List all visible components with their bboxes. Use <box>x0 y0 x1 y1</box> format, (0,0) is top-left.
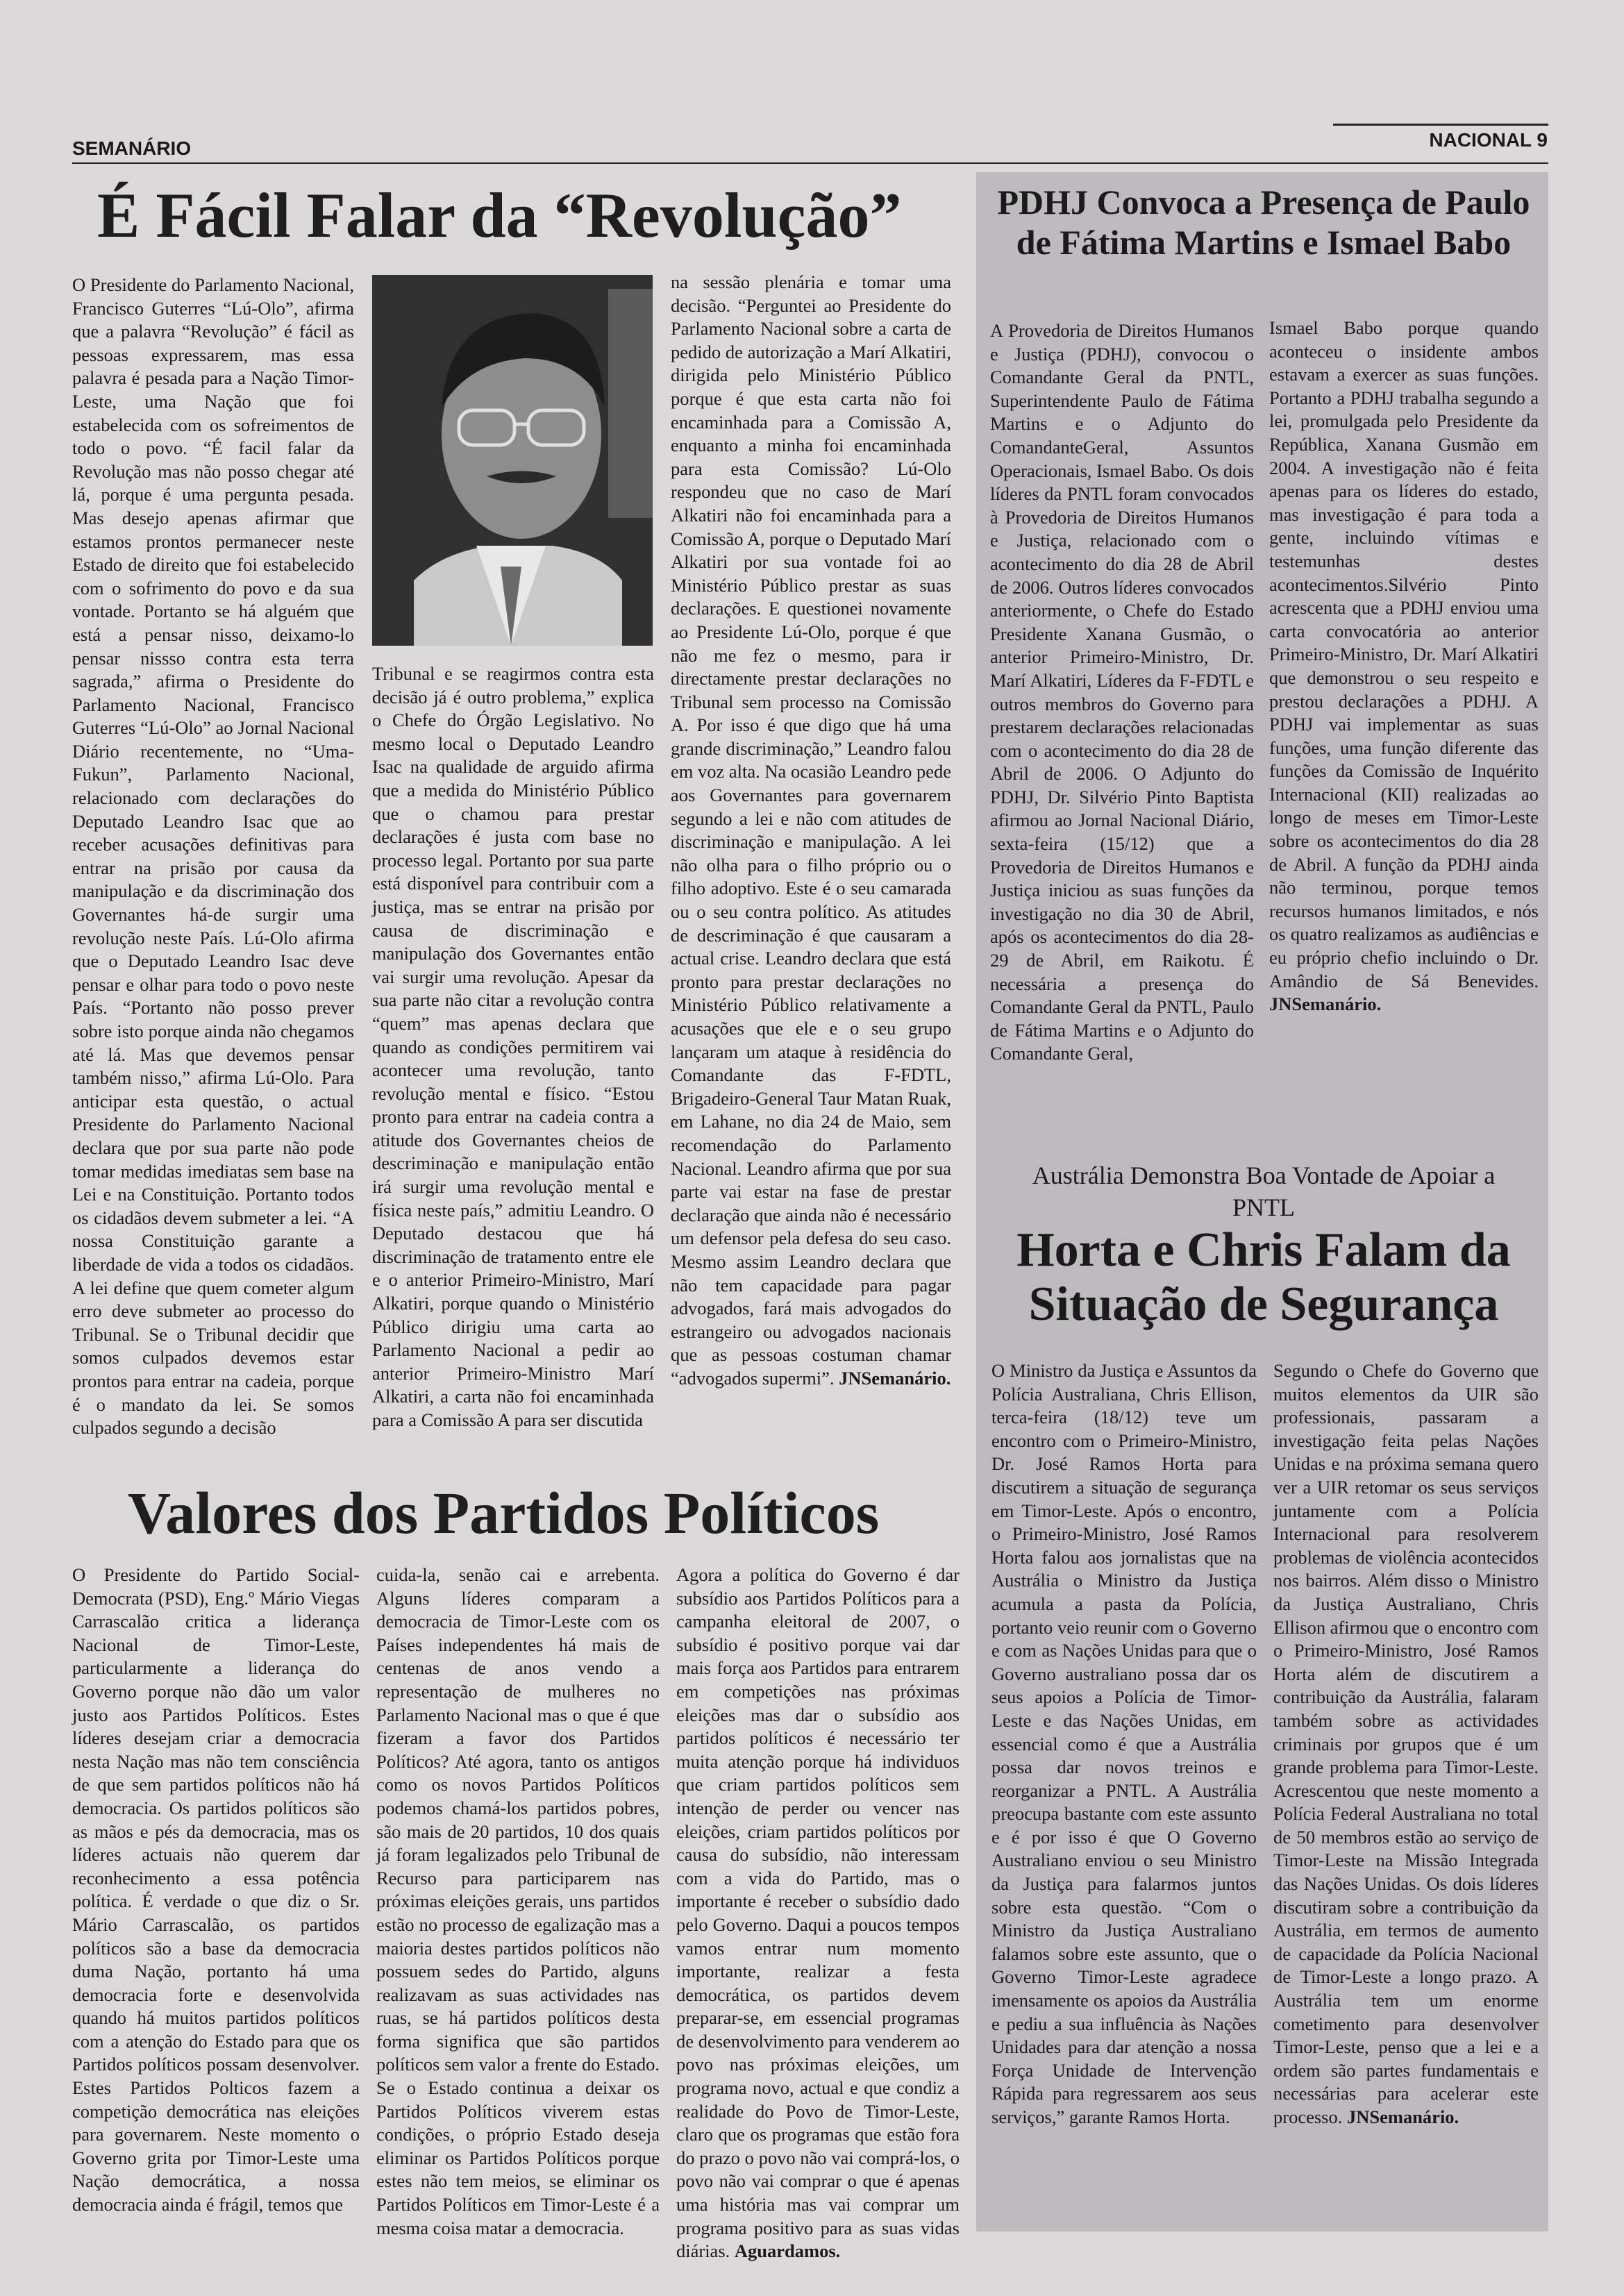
article4-col2 <box>1273 1359 1539 2129</box>
article4-col1-text: O Ministro da Justiça e Assuntos da Polícia Australiana, Chris Ellison, terca-feira (18/12) teve um encontro com o Primeiro-Ministro, Dr. José Ramos Horta para discutirem a situação de segurança em Timor-Leste. Após o encontro, o Primeiro-Ministro, José Ramos Horta falou aos jornalistas que na Austrália o Ministro da Justiça acumula a pasta da Polícia, portanto veio reunir com o Governo e com as Nações Unidas para que o Governo australiano possa dar os seus apoios a Polícia de Timor-Leste e das Nações Unidas, em essencial como é que a Austrália possa dar novos treinos e reorganizar a PNTL. A Austrália preocupa bastante com este assunto e é por isso é que O Governo Australiano enviou o seu Ministro da Justiça para falarmos juntos sobre esta questão. “Com o Ministro da Justiça Australiano falamos sobre este assunto, que o Governo Timor-Leste agradece imensamente os apoios da Austrália e pediu a sua influência às Nações Unidades para dar atenção a nossa Força Unidade de Intervenção Rápida para regressarem aos seus serviços,” garante Ramos Horta. <box>991 1360 1257 2127</box>
article4-col1 <box>991 1359 1257 2129</box>
header-rule <box>72 162 1548 164</box>
article4-signature: JNSemanário. <box>1346 2106 1459 2127</box>
article3-col1 <box>990 319 1254 1066</box>
article3-headline: PDHJ Convoca a Presença de Paulo de Fátima Martins e Ismael Babo <box>997 183 1530 262</box>
article1-col1-text: O Presidente do Parlamento Nacional, Francisco Guterres “Lú-Olo”, afirma que a palavra “Revolução” é fácil as pessoas expressarem, mas essa palavra é pesada para a Nação Timor-Leste, uma Nação que foi estabelecida com os sofreimentos de todo o povo. “É facil falar da Revolução mas não posso chegar até lá, porque é uma pergunta pesada. Mas desejo apenas afirmar que estamos prontos permanecer neste Estado de direito que foi estabelecido com o sofrimento do povo e da sua vontade. Portanto se há alguém que está a pensar nisso, deixamo-lo pensar nissso contra esta terra sagrada,” afirma o Presidente do Parlamento Nacional, Francisco Guterres “Lú-Olo” ao Jornal Nacional Diário recentemente, no “Uma-Fukun”, Parlamento Nacional, relacionado com declarações do Deputado Leandro Isac que ao receber acusações definitivas para entrar na prisão por causa da manipulação e da discriminação dos Governantes há-de surgir uma revolução neste País. Lú-Olo afirma que o Deputado Leandro Isac deve pensar e olhar para todo o povo neste País. “Portanto não posso prever sobre isto porque ainda não chegamos até lá. Mas que devemos pensar também nisso,” afirma Lú-Olo. Para anticipar esta questão, o actual Presidente do Parlamento Nacional declara que por sua parte não pode tomar medidas imediatas sem base na Lei e na Constituição. Portanto todos os cidadãos devem submeter a lei. “A nossa Constituição garante a liberdade de vida a todos os cidadãos. A lei define que quem cometer algum erro deve submeter ao processo do Tribunal. Se o Tribunal decidir que somos culpados devemos estar prontos para entrar na cadeia, porque é o mandato da lei. Se somos culpados segundo a decisão <box>72 274 354 1439</box>
article4-col2-text: Segundo o Chefe do Governo que muitos elementos da UIR são professionais, passaram a investigação feita pelas Nações Unidas e na próxima semana quero ver a UIR retomar os seus serviços juntamente com a Polícia Internacional para resolverem problemas de violência acontecidos nos bairros. Além disso o Ministro da Justiça Australiano, Chris Ellison afirmou que o encontro com o Primeiro-Ministro, José Ramos Horta além de discutirem a contribuição da Austrália, falaram também sobre as actividades criminais por grupos que é um grande problema para Timor-Leste. Acrescentou que neste momento a Polícia Federal Australiana no total de 50 membros estão ao serviço de Timor-Leste na Missão Integrada das Nações Unidas. Os dois líderes discutiram sobre a contribuição da Austrália, em termos de aumento de capacidade da Polícia Nacional de Timor-Leste a longo prazo. A Austrália tem um enorme cometimento para desenvolver Timor-Leste, penso que a lei e a ordem são partes fundamentais e necessárias para acelerar este processo. <box>1273 1360 1539 2127</box>
article4-kicker: Austrália Demonstra Boa Vontade de Apoiar a PNTL <box>1032 1162 1496 1221</box>
article2-col1-text: O Presidente do Partido Social-Democrata (PSD), Eng.º Mário Viegas Carrascalão critica a liderança Nacional de Timor-Leste, particularmente a liderança do Governo porque não dão um valor justo aos Partidos Políticos. Estes líderes desejam criar a democracia nesta Nação mas não tem consciência de que sem partidos políticos não há democracia. Os partidos políticos são as mãos e pés da democracia, mas os líderes actuais não querem dar reconhecimento a essa potência política. É verdade o que diz o Sr. Mário Carrascalão, os partidos políticos são a base da democracia duma Nação, portanto há uma democracia forte e desenvolvida quando há muitos partidos políticos com a atenção do Estado para que os Partidos políticos possam desenvolver. Estes Partidos Polticos fazem a competição democrática nas eleições para governarem. Neste momento o Governo grita por Timor-Leste uma Nação democrática, a nossa democracia ainda é frágil, temos que <box>72 1564 360 2215</box>
article2-col1 <box>72 1564 360 2217</box>
article3-col2-text: Ismael Babo porque quando aconteceu o insidente ambos estavam a exercer as suas funções. Portanto a PDHJ trabalha segundo a lei, promulgada pelo Presidente da República, Xanana Gusmão em 2004. A investigação não é feita apenas para os líderes do estado, mas investigação é para toda a gente, incluindo vítimas e testemunhas destes acontecimentos.Silvério Pinto acrescenta que a PDHJ enviou uma carta convocatória ao anterior Primeiro-Ministro, Dr. Marí Alkatiri que demonstrou o seu respeito e prestou declarações a PDHJ. A PDHJ vai implementar as suas funções, uma função diferente das funções da Comissão de Inquérito Internacional (KII) realizadas ao longo de meses em Timor-Leste sobre os acontecimentos do dia 28 de Abril. A função da PDHJ ainda não terminou, porque temos recursos humanos limitados, e nós os quatro realizamos as auđiências e eu próprio chefio incluindo o Dr. Amândio de Sá Benevides. <box>1269 317 1539 991</box>
portrait-drawing <box>372 275 653 646</box>
article4-headline: Horta e Chris Falam da Situação de Segurança <box>1016 1223 1511 1331</box>
article2-col3 <box>676 1564 960 2263</box>
portrait-photo <box>372 275 653 646</box>
page-number: NACIONAL 9 <box>1429 129 1548 151</box>
article1-col2 <box>372 662 654 1432</box>
article3-col2 <box>1269 317 1539 1016</box>
article1-signature: JNSemanário. <box>839 1367 951 1389</box>
section-label: SEMANÁRIO <box>72 137 192 159</box>
article2-headline: Valores dos Partidos Políticos <box>128 1480 880 1546</box>
header-rule-short <box>1333 124 1548 126</box>
article2-signature: Aguardamos. <box>734 2240 841 2262</box>
article1-col3 <box>671 271 951 1391</box>
article2-col3-text: Agora a política do Governo é dar subsídio aos Partidos Políticos para a campanha eleitoral de 2007, o subsídio é positivo porque vai dar mais força aos Partidos para entrarem em competições nas próximas eleições mas dar o subsídio aos partidos políticos é necessário ter muita atenção porque há individuos que criam partidos políticos sem intenção de perder ou vencer nas eleições, criam partidos políticos por causa do subsídio, não interessam com a vida do Partido, mas o importante é receber o subsídio dado pelo Governo. Daqui a poucos tempos vamos entrar num momento importante, realizar a festa democrática, os partidos devem preparar-se, em essencial programas de desenvolvimento para venderem ao povo nas próximas eleições, um programa novo, actual e que condiz a realidade do Povo de Timor-Leste, claro que os programas que estão fora do prazo o povo não vai comprá-los, o povo não vai comprar o que é apenas uma história mas vai comprar um programa positivo para as suas vidas diárias. <box>676 1564 960 2262</box>
article1-headline: É Fácil Falar da “Revolução” <box>97 180 902 251</box>
article3-signature: JNSemanário. <box>1269 994 1382 1015</box>
article1-col1 <box>72 274 354 1440</box>
article1-col3-text: na sessão plenária e tomar uma decisão. “Perguntei ao Presidente do Parlamento Nacional sobre a carta de pedido de autorização a Marí Alkatiri, dirigida pelo Ministério Público porque é que esta carta não foi encaminhada para a Comissão A, enquanto a minha foi encaminhada para esta Comissão? Lú-Olo respondeu que no caso de Marí Alkatiri não foi encaminhada para a Comissão A, porque o Deputado Marí Alkatiri por sua vontade foi ao Ministério Público prestar as suas declarações. E questionei novamente ao Presidente Lú-Olo, porque é que não me fez o mesmo, para ir directamente prestar declarações no Tribunal sem processo na Comissão A. Por isso é que digo que há uma grande discriminação,” Leandro falou em voz alta. Na ocasião Leandro pede aos Governantes para governarem segundo a lei e não com atitudes de discriminação e manipulação. A lei não olha para o filho próprio ou o filho adoptivo. Este é o seu camarada ou o seu contra político. As atitudes de descriminação é que causaram a actual crise. Leandro declara que está pronto para prestar declarações no Ministério Público relativamente a acusações que ele e o seu grupo lançaram um ataque à residência do Comandante das F-FDTL, Brigadeiro-General Taur Matan Ruak, em Lahane, no dia 24 de Maio, sem recomendação do Parlamento Nacional. Leandro afirma que por sua parte vai estar na fase de prestar declaração que ainda não é necessário um defensor pela defesa do seu caso. Mesmo assim Leandro declara que não tem capacidade para pagar advogados, fará mais advogados do estrangeiro ou advogados nacionais que as pessoas costuman chamar “advogados supermi”. <box>671 271 951 1389</box>
article2-col2-text: cuida-la, senão cai e arrebenta. Alguns líderes comparam a democracia de Timor-Leste com os Países independentes há mais de centenas de anos vendo a representação de mulheres no Parlamento Nacional mas o que é que fizeram a favor dos Partidos Políticos? Até agora, tanto os antigos como os novos Partidos Políticos podemos chamá-los partidos pobres, são mais de 20 partidos, 10 dos quais já foram legalizados pelo Tribunal de Recurso para participarem nas próximas eleições gerais, uns partidos estão no processo de egalização mas a maioria destes partidos políticos não possuem sedes do Partido, alguns realizavam as suas actividades nas ruas, se há partidos políticos desta forma significa que são partidos políticos sem valor a frente do Estado. Se o Estado continua a deixar os Partidos Políticos viverem estas condições, o próprio Estado deseja eliminar os Partidos Políticos porque estes não tem meios, se eliminar os Partidos Políticos em Timor-Leste é a mesma coisa matar a democracia. <box>376 1564 660 2238</box>
article1-col2-text: Tribunal e se reagirmos contra esta decisão já é outro problema,” explica o Chefe do Órgão Legislativo. No mesmo local o Deputado Leandro Isac na qualidade de arguido afirma que a medida do Ministério Público que o chamou para prestar declarações é justa com base no processo legal. Portanto por sua parte está disponível para contribuir com a justiça, mas se entrar na prisão por causa de discriminação e manipulação dos Governantes então vai surgir uma revolução. Apesar da sua parte não citar a revolução contra “quem” mas apenas declara que quando as condições permitirem vai acontecer uma revolução, tanto revolução mental e físico. “Estou pronto para entrar na cadeia contra a atitude dos Governantes cheios de descriminação e manipulação então irá surgir uma revolução mental e física neste país,” admitiu Leandro. O Deputado destacou que há discriminação de tratamento entre ele e o anterior Primeiro-Ministro, Marí Alkatiri, porque quando o Ministério Público dirigiu uma carta ao Parlamento Nacional a pedir ao anterior Primeiro-Ministro Marí Alkatiri, a carta não foi encaminhada para a Comissão A para ser discutida <box>372 663 654 1430</box>
article2-col2 <box>376 1564 660 2240</box>
article3-col1-text: A Provedoria de Direitos Humanos e Justiça (PDHJ), convocou o Comandante Geral da PNTL, Superintendente Paulo de Fátima Martins e o Adjunto do ComandanteGeral, Assuntos Operacionais, Ismael Babo. Os dois líderes da PNTL foram convocados à Provedoria de Direitos Humanos e Justiça, relacionado com o acontecimento do dia 28 de Abril de 2006. Outros líderes convocados anteriormente, o Chefe do Estado Presidente Xanana Gusmão, o anterior Primeiro-Ministro, Dr. Marí Alkatiri, Líderes da F-FDTL e outros membros do Governo para prestarem declarações relacionadas com o acontecimento do dia 28 de Abril de 2006. O Adjunto do PDHJ, Dr. Silvério Pinto Baptista afirmou ao Jornal Nacional Diário, sexta-feira (15/12) que a Provedoria de Direitos Humanos e Justiça iniciou as suas funções da investigação no dia 30 de Abril, após os acontecimentos do dia 28-29 de Abril, em Raikotu. É necessária a presença do Comandante Geral da PNTL, Paulo de Fátima Martins e o Adjunto do Comandante Geral, <box>990 320 1254 1064</box>
